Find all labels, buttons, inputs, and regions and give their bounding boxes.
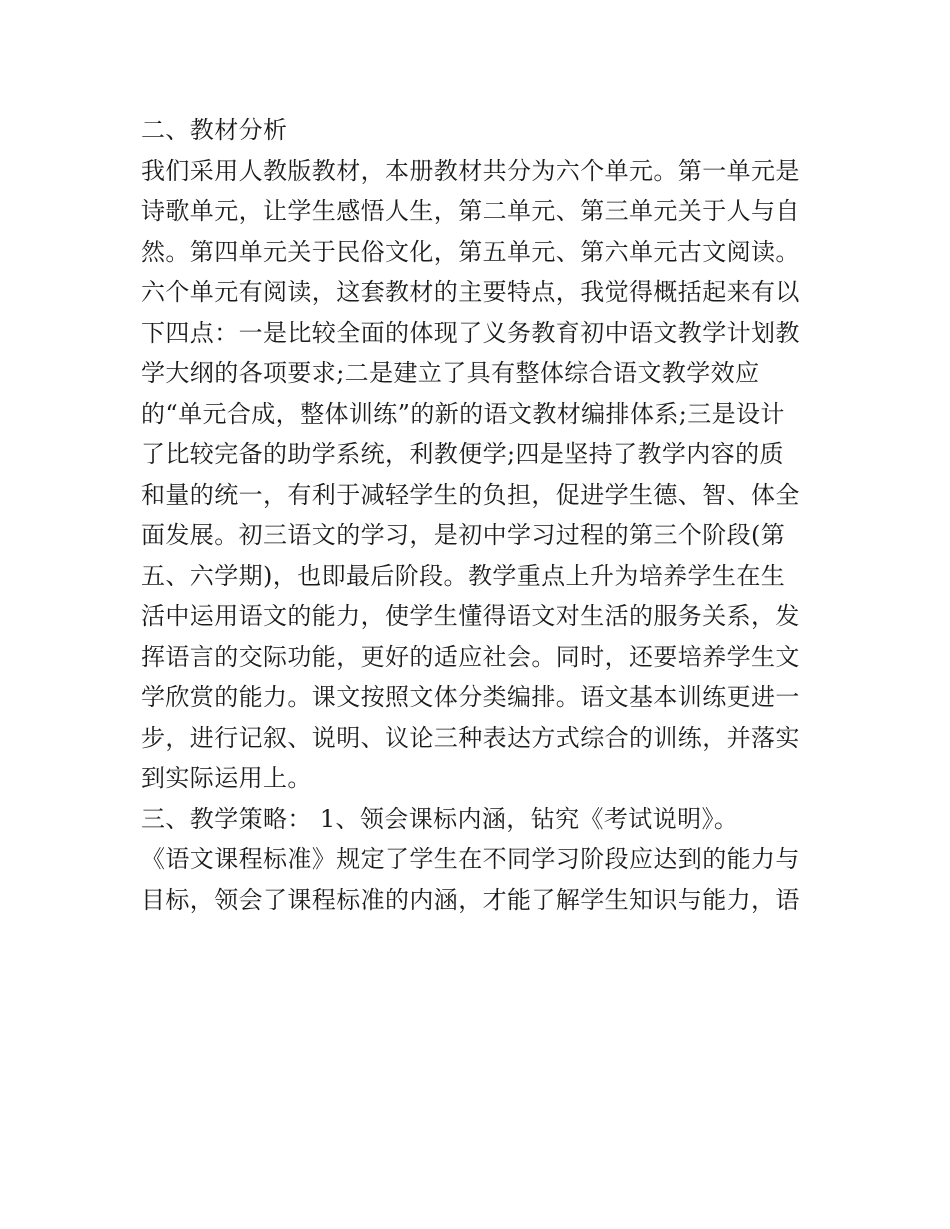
paragraph-line: 学欣赏的能力。课文按照文体分类编排。语文基本训练更进一	[141, 683, 800, 711]
paragraph-line: 《语文课程标准》规定了学生在不同学习阶段应达到的能力与	[141, 845, 800, 873]
paragraph-line: 目标，领会了课程标准的内涵，才能了解学生知识与能力，语	[141, 885, 800, 914]
paragraph-line: 了比较完备的助学系统，利教便学;四是坚持了教学内容的质	[141, 440, 784, 468]
document-body	[141, 110, 821, 920]
paragraph-line: 我们采用人教版教材，本册教材共分为六个单元。第一单元是	[141, 156, 800, 185]
paragraph-line: 活中运用语文的能力，使学生懂得语文对生活的服务关系，发	[141, 602, 800, 630]
paragraph-line: 六个单元有阅读，这套教材的主要特点，我觉得概括起来有以	[141, 278, 800, 306]
paragraph-line: 学大纲的各项要求;二是建立了具有整体综合语文教学效应	[141, 359, 760, 387]
section-heading-teaching-strategy: 三、教学策略： 1、领会课标内涵，钻究《考试说明》。	[141, 804, 739, 833]
paragraph-line: 挥语言的交际功能，更好的适应社会。同时，还要培养学生文	[141, 642, 800, 671]
paragraph-line: 五、六学期)，也即最后阶段。教学重点上升为培养学生在生	[141, 561, 786, 590]
paragraph-line: 的“单元合成，整体训练”的新的语文教材编排体系;三是设计	[141, 399, 785, 428]
paragraph-line: 诗歌单元，让学生感悟人生，第二单元、第三单元关于人与自	[141, 197, 800, 225]
paragraph-line: 然。第四单元关于民俗文化，第五单元、第六单元古文阅读。	[141, 237, 800, 266]
paragraph-line: 到实际运用上。	[141, 764, 312, 792]
section-heading-teaching-material-analysis: 二、教材分析	[141, 116, 288, 144]
paragraph-line: 面发展。初三语文的学习，是初中学习过程的第三个阶段(第	[141, 521, 786, 549]
paragraph-line: 和量的统一，有利于减轻学生的负担，促进学生德、智、体全	[141, 480, 800, 509]
paragraph-line: 步，进行记叙、说明、议论三种表达方式综合的训练，并落实	[141, 723, 800, 752]
paragraph-line: 下四点：一是比较全面的体现了义务教育初中语文教学计划教	[141, 318, 800, 347]
